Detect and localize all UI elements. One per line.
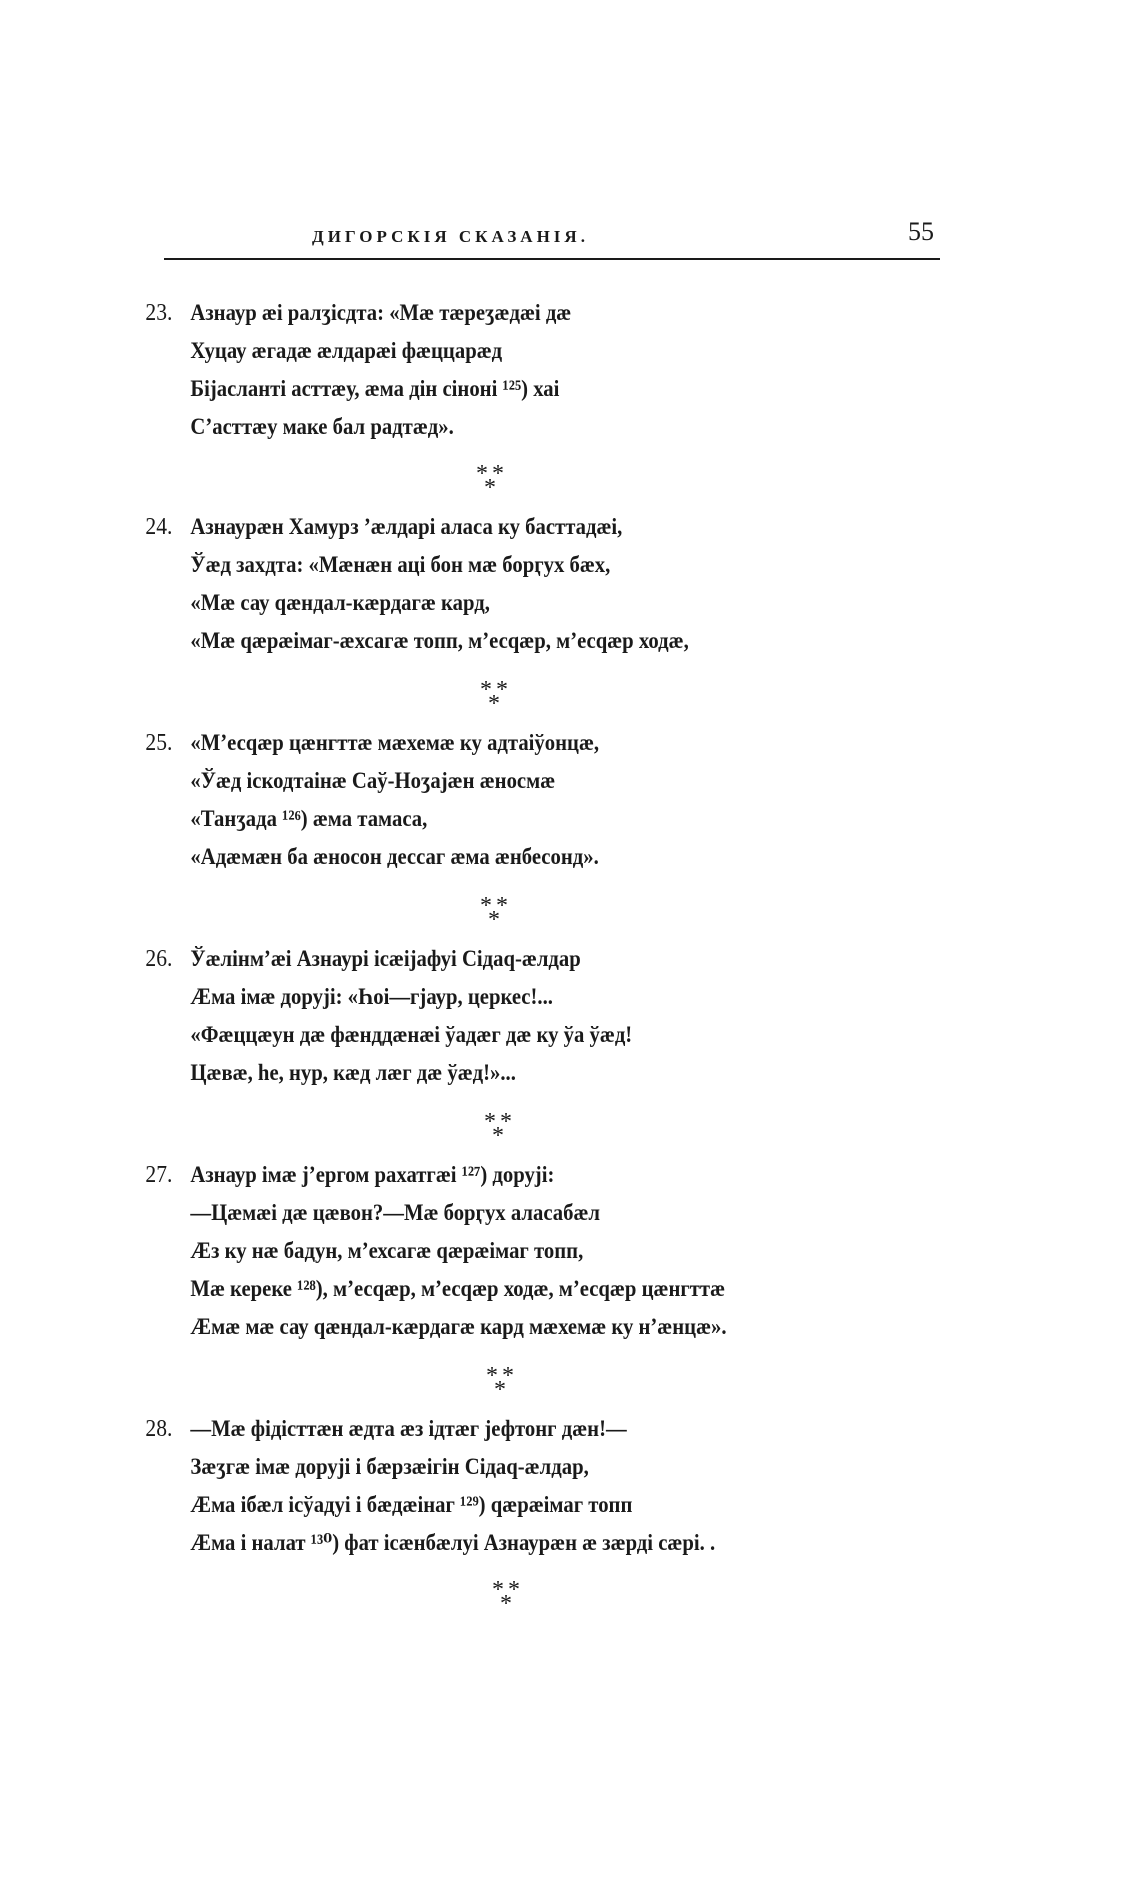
verse-line: Æма і налат ¹³⁰) фат ісæнбæлуі Азнаурæн æ зæрді сæрі. . — [190, 1530, 716, 1555]
asterism: * * * — [476, 461, 504, 501]
asterism: * * * — [480, 677, 508, 717]
verse-line: 25. «М’есqæр цæнгттæ мæхемæ ку адтаіўонцæ, — [140, 724, 842, 762]
verse-27 — [140, 1156, 920, 1346]
verse-line: 24. Азнаурæн Хамурз ’æлдарі аласа ку басттадæі, — [140, 508, 842, 546]
asterism: * * * — [484, 1109, 512, 1149]
verse-line: 28. —Мæ фідісттæн æдта æз ідтæг јефтонг дæн!— — [140, 1410, 842, 1448]
verse-number: 25. — [145, 730, 173, 756]
verse-line: 23. Азнаур æі ралӡісдта: «Мæ тæреӡæдæі дæ — [140, 294, 842, 332]
verse-line: —Цæмæі дæ цæвон?—Мæ борӷух аласабæл — [190, 1200, 601, 1225]
verse-number: 23. — [145, 300, 173, 326]
asterism: * * * — [486, 1363, 514, 1403]
page-header — [164, 217, 940, 257]
verse-line: Æмæ мæ сау qæндал-кæрдагæ кард мæхемæ ку н’æнцæ». — [190, 1314, 727, 1339]
header-rule — [164, 258, 940, 260]
verse-line: «Адæмæн ба æносон дессаг æма æнбесонд». — [190, 844, 599, 869]
verse-line: Æз ку нæ бадун, м’ехсагæ qæрæімаг топп, — [190, 1238, 584, 1263]
verse-line: Ўæд захдта: «Мæнæн аці бон мæ борӷух бæх, — [190, 552, 611, 577]
verse-line: Мæ кереке ¹²⁸), м’есqæр, м’есqæр ходæ, м’есqæр цæнгттæ — [190, 1276, 726, 1301]
verse-number: 27. — [145, 1162, 173, 1188]
verse-26 — [140, 940, 920, 1092]
asterism: * * * — [480, 893, 508, 933]
verse-line: Æма імæ дорујі: «Һоі—гјаур, церкес!... — [190, 984, 553, 1009]
verse-line: Æма ібæл ісўадуі і бæдæінаг ¹²⁹) qæрæімаг топп — [190, 1492, 633, 1517]
verse-line: «Мæ qæрæімаг-æхсагæ топп, м’есqæр, м’есqæр ходæ, — [190, 628, 689, 653]
verse-line: Хуцау æгадæ æлдарæі фæццарæд — [190, 338, 503, 363]
verse-line: С’асттæу маке бал радтæд». — [190, 414, 454, 439]
verse-line: 27. Азнаур імæ ј’ергом рахатгæі ¹²⁷) дорујі: — [140, 1156, 842, 1194]
verse-line: «Фæццæун дæ фæнддæнæі ўадæг дæ ку ўа ўæд! — [190, 1022, 633, 1047]
verse-number: 28. — [145, 1416, 173, 1442]
verse-line: «Танӡада ¹²⁶) æма тамаса, — [190, 806, 428, 831]
verse-line: Цæвæ, һе, нур, кæд лæг дæ ўæд!»... — [190, 1060, 516, 1085]
verse-line: «Мæ сау qæндал-кæрдагæ кард, — [190, 590, 490, 615]
verse-24 — [140, 508, 920, 660]
verse-25 — [140, 724, 920, 876]
verse-line: «Ўæд іскодтаінæ Саў-Ноӡајæн æносмæ — [190, 768, 556, 793]
asterism: * * * — [492, 1577, 520, 1617]
verse-number: 24. — [145, 514, 173, 540]
verse-23 — [140, 294, 920, 446]
verse-line: Біјасланті асттæу, æма дін сіноні ¹²⁵) хаі — [190, 376, 560, 401]
verse-line: 26. Ўæлінм’æі Азнаурі ісæіјафуі Сідаq-æлдар — [140, 940, 842, 978]
verse-28 — [140, 1410, 920, 1562]
page-number: 55 — [908, 217, 934, 246]
running-title: ДИГОРСКІЯ СКАЗАНІЯ. — [312, 227, 589, 246]
verse-number: 26. — [145, 946, 173, 972]
verse-line: Зæӡгæ імæ дорујі і бæрзæігін Сідаq-æлдар, — [190, 1454, 589, 1479]
